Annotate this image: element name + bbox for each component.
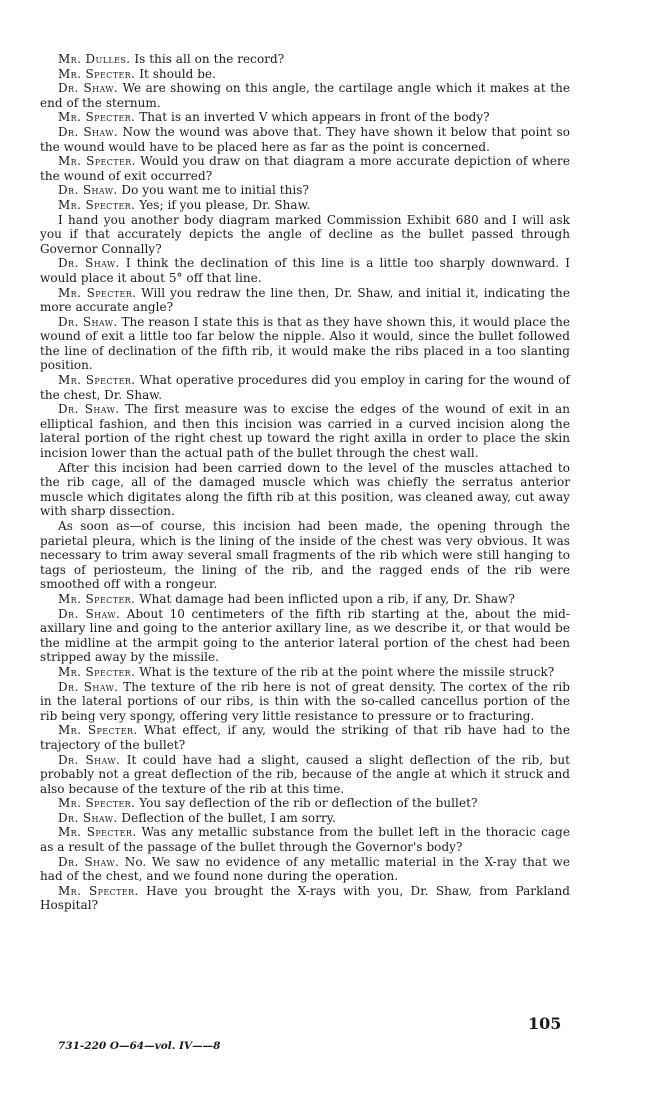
speaker-label: Dr. Shaw. xyxy=(58,183,118,198)
paragraph-text: What damage had been inflicted upon a rib, if any, Dr. Shaw? xyxy=(135,591,515,606)
paragraph-text: Was any metallic substance from the bullet left in the thoracic cage as a result of the passage of the bullet through the Governor's body? xyxy=(40,825,570,855)
speaker-label: Mr. Specter. xyxy=(58,664,136,679)
paragraph-text: Is this all on the record? xyxy=(130,52,285,66)
transcript-paragraph xyxy=(40,286,570,315)
speaker-label: Mr. Specter. xyxy=(58,154,136,169)
speaker-label: Mr. Specter. xyxy=(58,825,137,840)
transcript-paragraph xyxy=(40,519,570,592)
speaker-label: Mr. Specter. xyxy=(58,285,137,300)
paragraph-text: About 10 centimeters of the fifth rib starting at the, about the mid-axillary line and going to the anterior axillary line, as we describe it, or that would be the midline at the armpit going to the anterior lateral portion of the chest had been stripped away by the missile. xyxy=(40,606,571,665)
paragraph-text: I think the declination of this line is a little too sharply downward. I would place it about 5° off that line. xyxy=(40,256,571,285)
speaker-label: Mr. Specter. xyxy=(58,796,136,811)
speaker-label: Mr. Specter. xyxy=(58,883,139,898)
transcript-paragraph xyxy=(40,81,570,110)
transcript-paragraph xyxy=(40,154,570,183)
paragraph-text: We are showing on this angle, the cartilage angle which it makes at the end of the sternum. xyxy=(40,81,570,110)
speaker-label: Dr. Shaw. xyxy=(58,256,120,271)
transcript-paragraph xyxy=(40,67,570,82)
transcript-paragraph xyxy=(40,461,570,519)
paragraph-text: It should be. xyxy=(135,66,216,81)
paragraph-text: As soon as—of course, this incision had been made, the opening through the parietal pleura, which is the lining of the inside of the chest was very obvious. It was necessary to trim away several small fragments of the rib which were still hanging to tags of periosteum, the lining of the rib, and the ragged ends of the rib were smoothed off with a rongeur. xyxy=(40,519,570,592)
transcript-paragraph xyxy=(40,125,570,154)
transcript-paragraph xyxy=(40,680,570,724)
transcript-paragraph xyxy=(40,825,570,854)
transcript-paragraph xyxy=(40,723,570,752)
speaker-label: Dr. Shaw. xyxy=(58,81,119,96)
paragraph-text: The first measure was to excise the edges of the wound of exit in an elliptical fashion, and then this incision was carried in a curved incision along the lateral portion of the right chest up toward the right axilla in order to place the skin incision lower than the actual path of the bullet through the chest wall. xyxy=(40,402,571,461)
paragraph-text: Have you brought the X-rays with you, Dr. Shaw, from Parkland Hospital? xyxy=(40,883,570,913)
speaker-label: Mr. Specter. xyxy=(58,723,138,738)
transcript-paragraph xyxy=(40,373,570,402)
paragraph-text: What effect, if any, would the striking of that rib have had to the trajectory of the bullet? xyxy=(40,723,570,752)
speaker-label: Mr. Specter. xyxy=(58,373,136,388)
transcript-body xyxy=(40,52,570,913)
speaker-label: Mr. Specter. xyxy=(58,197,136,212)
paragraph-text: What is the texture of the rib at the point where the missile struck? xyxy=(135,664,555,679)
paragraph-text: Now the wound was above that. They have shown it below that point so the wound would have to be placed here as far as the point is concerned. xyxy=(40,124,570,154)
transcript-paragraph xyxy=(40,665,570,680)
transcript-paragraph xyxy=(40,607,570,665)
paragraph-text: Would you draw on that diagram a more accurate depiction of where the wound of exit occurred? xyxy=(40,154,570,183)
paragraph-text: After this incision had been carried down to the level of the muscles attached to the rib cage, all of the damaged muscle which was chiefly the serratus anterior muscle which digitates along the fifth rib at this position, was cleaned away, cut away with sharp dissection. xyxy=(40,460,570,519)
transcript-paragraph xyxy=(40,213,570,257)
transcript-paragraph xyxy=(40,110,570,125)
transcript-paragraph xyxy=(40,884,570,913)
transcript-paragraph xyxy=(40,811,570,826)
speaker-label: Dr. Shaw. xyxy=(58,606,121,621)
transcript-paragraph xyxy=(40,402,570,460)
speaker-label: Dr. Shaw. xyxy=(58,810,118,825)
speaker-label: Dr. Shaw. xyxy=(58,752,121,767)
paragraph-text: No. We saw no evidence of any metallic material in the X-ray that we had of the chest, and we found none during the operation. xyxy=(40,854,571,884)
paragraph-text: That is an inverted V which appears in front of the body? xyxy=(135,110,490,125)
page-number: 105 xyxy=(528,1014,562,1033)
paragraph-text: The reason I state this is that as they have shown this, it would place the wound of exit a little too far below the nipple. Also it would, since the bullet followed the line of declination of the fifth rib, it would make the ribs placed in a too slanting position. xyxy=(40,314,570,373)
speaker-label: Dr. Shaw. xyxy=(58,124,119,139)
paragraph-text: Do you want me to initial this? xyxy=(117,183,309,198)
speaker-label: Dr. Shaw. xyxy=(58,679,119,694)
transcript-paragraph xyxy=(40,198,570,213)
speaker-label: Dr. Shaw. xyxy=(58,402,120,417)
transcript-paragraph xyxy=(40,855,570,884)
transcript-paragraph xyxy=(40,753,570,797)
transcript-paragraph xyxy=(40,315,570,373)
transcript-paragraph xyxy=(40,796,570,811)
paragraph-text: Deflection of the bullet, I am sorry. xyxy=(117,810,336,825)
transcript-paragraph xyxy=(40,592,570,607)
paragraph-text: It could have had a slight, caused a slight deflection of the rib, but probably not a great deflection of the rib, because of the angle at which it struck and also because of the texture of the rib at this time. xyxy=(40,752,570,796)
paragraph-text: You say deflection of the rib or deflection of the bullet? xyxy=(135,796,478,811)
print-footer: 731-220 O—64—vol. IV——8 xyxy=(58,1040,221,1052)
paragraph-text: Will you redraw the line then, Dr. Shaw, and initial it, indicating the more accurate angle? xyxy=(40,285,570,315)
transcript-paragraph xyxy=(40,52,570,67)
speaker-label: Dr. Shaw. xyxy=(58,854,120,869)
paragraph-text: What operative procedures did you employ in caring for the wound of the chest, Dr. Shaw. xyxy=(40,373,570,402)
transcript-paragraph xyxy=(40,183,570,198)
paragraph-text: I hand you another body diagram marked Commission Exhibit 680 and I will ask you if that accurately depicts the angle of decline as the bullet passed through Governor Connally? xyxy=(40,212,570,256)
speaker-label: Mr. Specter. xyxy=(58,591,136,606)
speaker-label: Mr. Specter. xyxy=(58,66,136,81)
transcript-paragraph xyxy=(40,256,570,285)
speaker-label: Mr. Specter. xyxy=(58,110,136,125)
speaker-label: Mr. Dulles. xyxy=(58,52,131,66)
paragraph-text: Yes; if you please, Dr. Shaw. xyxy=(135,197,311,212)
speaker-label: Dr. Shaw. xyxy=(58,314,118,329)
paragraph-text: The texture of the rib here is not of great density. The cortex of the rib in the lateral portions of our ribs, is thin with the so-called cancellus portion of the rib being very spongy, offering very little resistance to pressure or to fracturing. xyxy=(40,679,571,723)
